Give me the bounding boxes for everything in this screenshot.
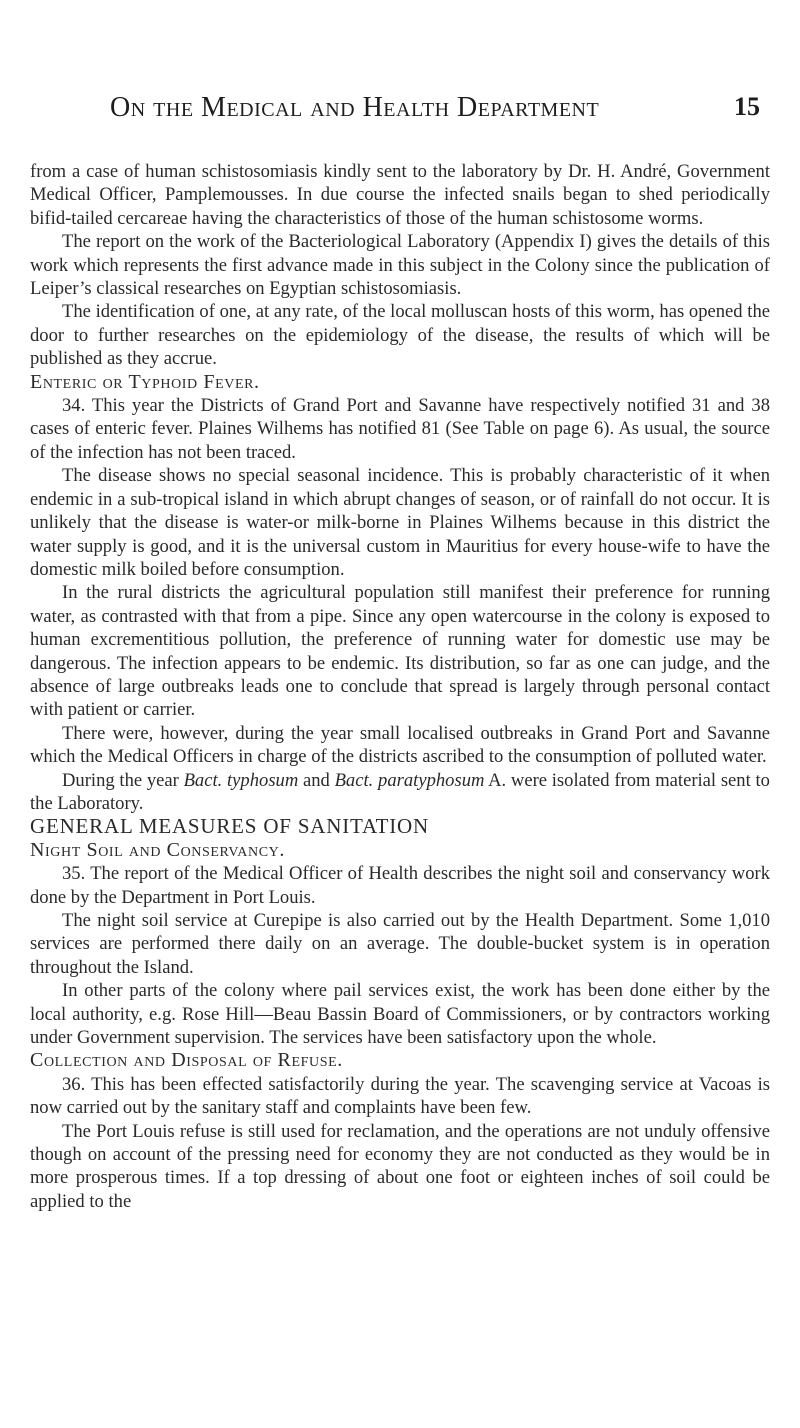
paragraph-pail-services: In other parts of the colony where pail services exist, the work has been done either by the local authority, e.g. Rose Hill—Beau Bassin Board of Commissioners, or by contractors working under Government supervision. The services have been satisfactory upon the whole. — [30, 980, 770, 1049]
body-text — [30, 160, 770, 1213]
running-head — [110, 92, 760, 126]
paragraph-reclamation: The Port Louis refuse is still used for reclamation, and the operations are not unduly offensive though on account of the pressing need for economy they are not conducted as they would be in more prosperous times. If a top dressing of about one foot or eighteen inches of soil could be applied to the — [30, 1120, 770, 1212]
paragraph-scavenging: 36. This has been effected satisfactorily during the year. The scavenging service at Vacoas is now carried out by the sanitary staff and complaints have been few. — [30, 1073, 770, 1119]
running-title: On the Medical and Health Department — [110, 92, 600, 123]
text-run: During the year — [62, 769, 184, 791]
paragraph-seasonal-incidence: The disease shows no special seasonal incidence. This is probably characteristic of it when endemic in a sub-tropical island in which abrupt changes of season, or of rainfall do not occur. It is unlikely that the disease is water-or milk-borne in Plaines Wilhems because in this district the water supply is good, and it is the universal custom in Mauritius for every house-wife to have the domestic milk boiled before consumption. — [30, 465, 770, 580]
heading-general-measures: GENERAL MEASURES OF SANITATION — [30, 814, 429, 839]
paragraph-bacteria-isolated — [30, 769, 770, 816]
page-number: 15 — [734, 92, 760, 121]
text-run: A. were isolated from material sent to the Laboratory. — [30, 769, 770, 814]
heading-enteric-fever: Enteric or Typhoid Fever. — [30, 370, 260, 393]
species-name: Bact. paratyphosum — [334, 769, 485, 791]
paragraph-rural-districts: In the rural districts the agricultural population still manifest their preference for running water, as contrasted with that from a pipe. Since any open watercourse in the colony is exposed to human excrementitious pollution, the preference of running water for domestic use may be dangerous. The infection appears to be endemic. Its distribution, so far as one can judge, and the absence of large outbreaks leads one to conclude that spread is largely through personal contact with patient or carrier. — [30, 582, 770, 721]
paragraph-night-soil-report: 35. The report of the Medical Officer of Health describes the night soil and conservancy work done by the Department in Port Louis. — [30, 863, 770, 908]
paragraph-enteric-cases: 34. This year the Districts of Grand Port and Savanne have respectively notified 31 and 38 cases of enteric fever. Plaines Wilhems has notified 81 (See Table on page 6). As usual, the source of the infection has not been traced. — [30, 395, 770, 463]
paragraph-molluscan-hosts: The identification of one, at any rate, of the local molluscan hosts of this worm, has opened the door to further researches on the epidemiology of the disease, the results of which will be published as they accrue. — [30, 301, 770, 370]
paragraph-curepipe-service: The night soil service at Curepipe is also carried out by the Health Department. Some 1,010 services are performed there daily on an average. The double-bucket system is in operation throughout the Island. — [30, 910, 770, 978]
paragraph-bacteriological-report: The report on the work of the Bacteriological Laboratory (Appendix I) gives the details of this work which represents the first advance made in this subject in the Colony since the publication of Leiper’s classical researches on Egyptian schistosomiasis. — [30, 231, 770, 300]
paragraph-schistosomiasis-case: from a case of human schistosomiasis kindly sent to the laboratory by Dr. H. André, Government Medical Officer, Pamplemousses. In due course the infected snails began to shed periodically bifid-tailed cercareae having the characteristics of those of the human schistosome worms. — [30, 161, 770, 229]
species-name: Bact. typhosum — [183, 769, 299, 791]
text-run: and — [298, 769, 335, 791]
paragraph-localised-outbreaks: There were, however, during the year small localised outbreaks in Grand Port and Savanne which the Medical Officers in charge of the districts ascribed to the consumption of polluted water. — [30, 722, 770, 768]
heading-refuse: Collection and Disposal of Refuse. — [30, 1049, 343, 1072]
heading-night-soil: Night Soil and Conservancy. — [30, 838, 285, 861]
